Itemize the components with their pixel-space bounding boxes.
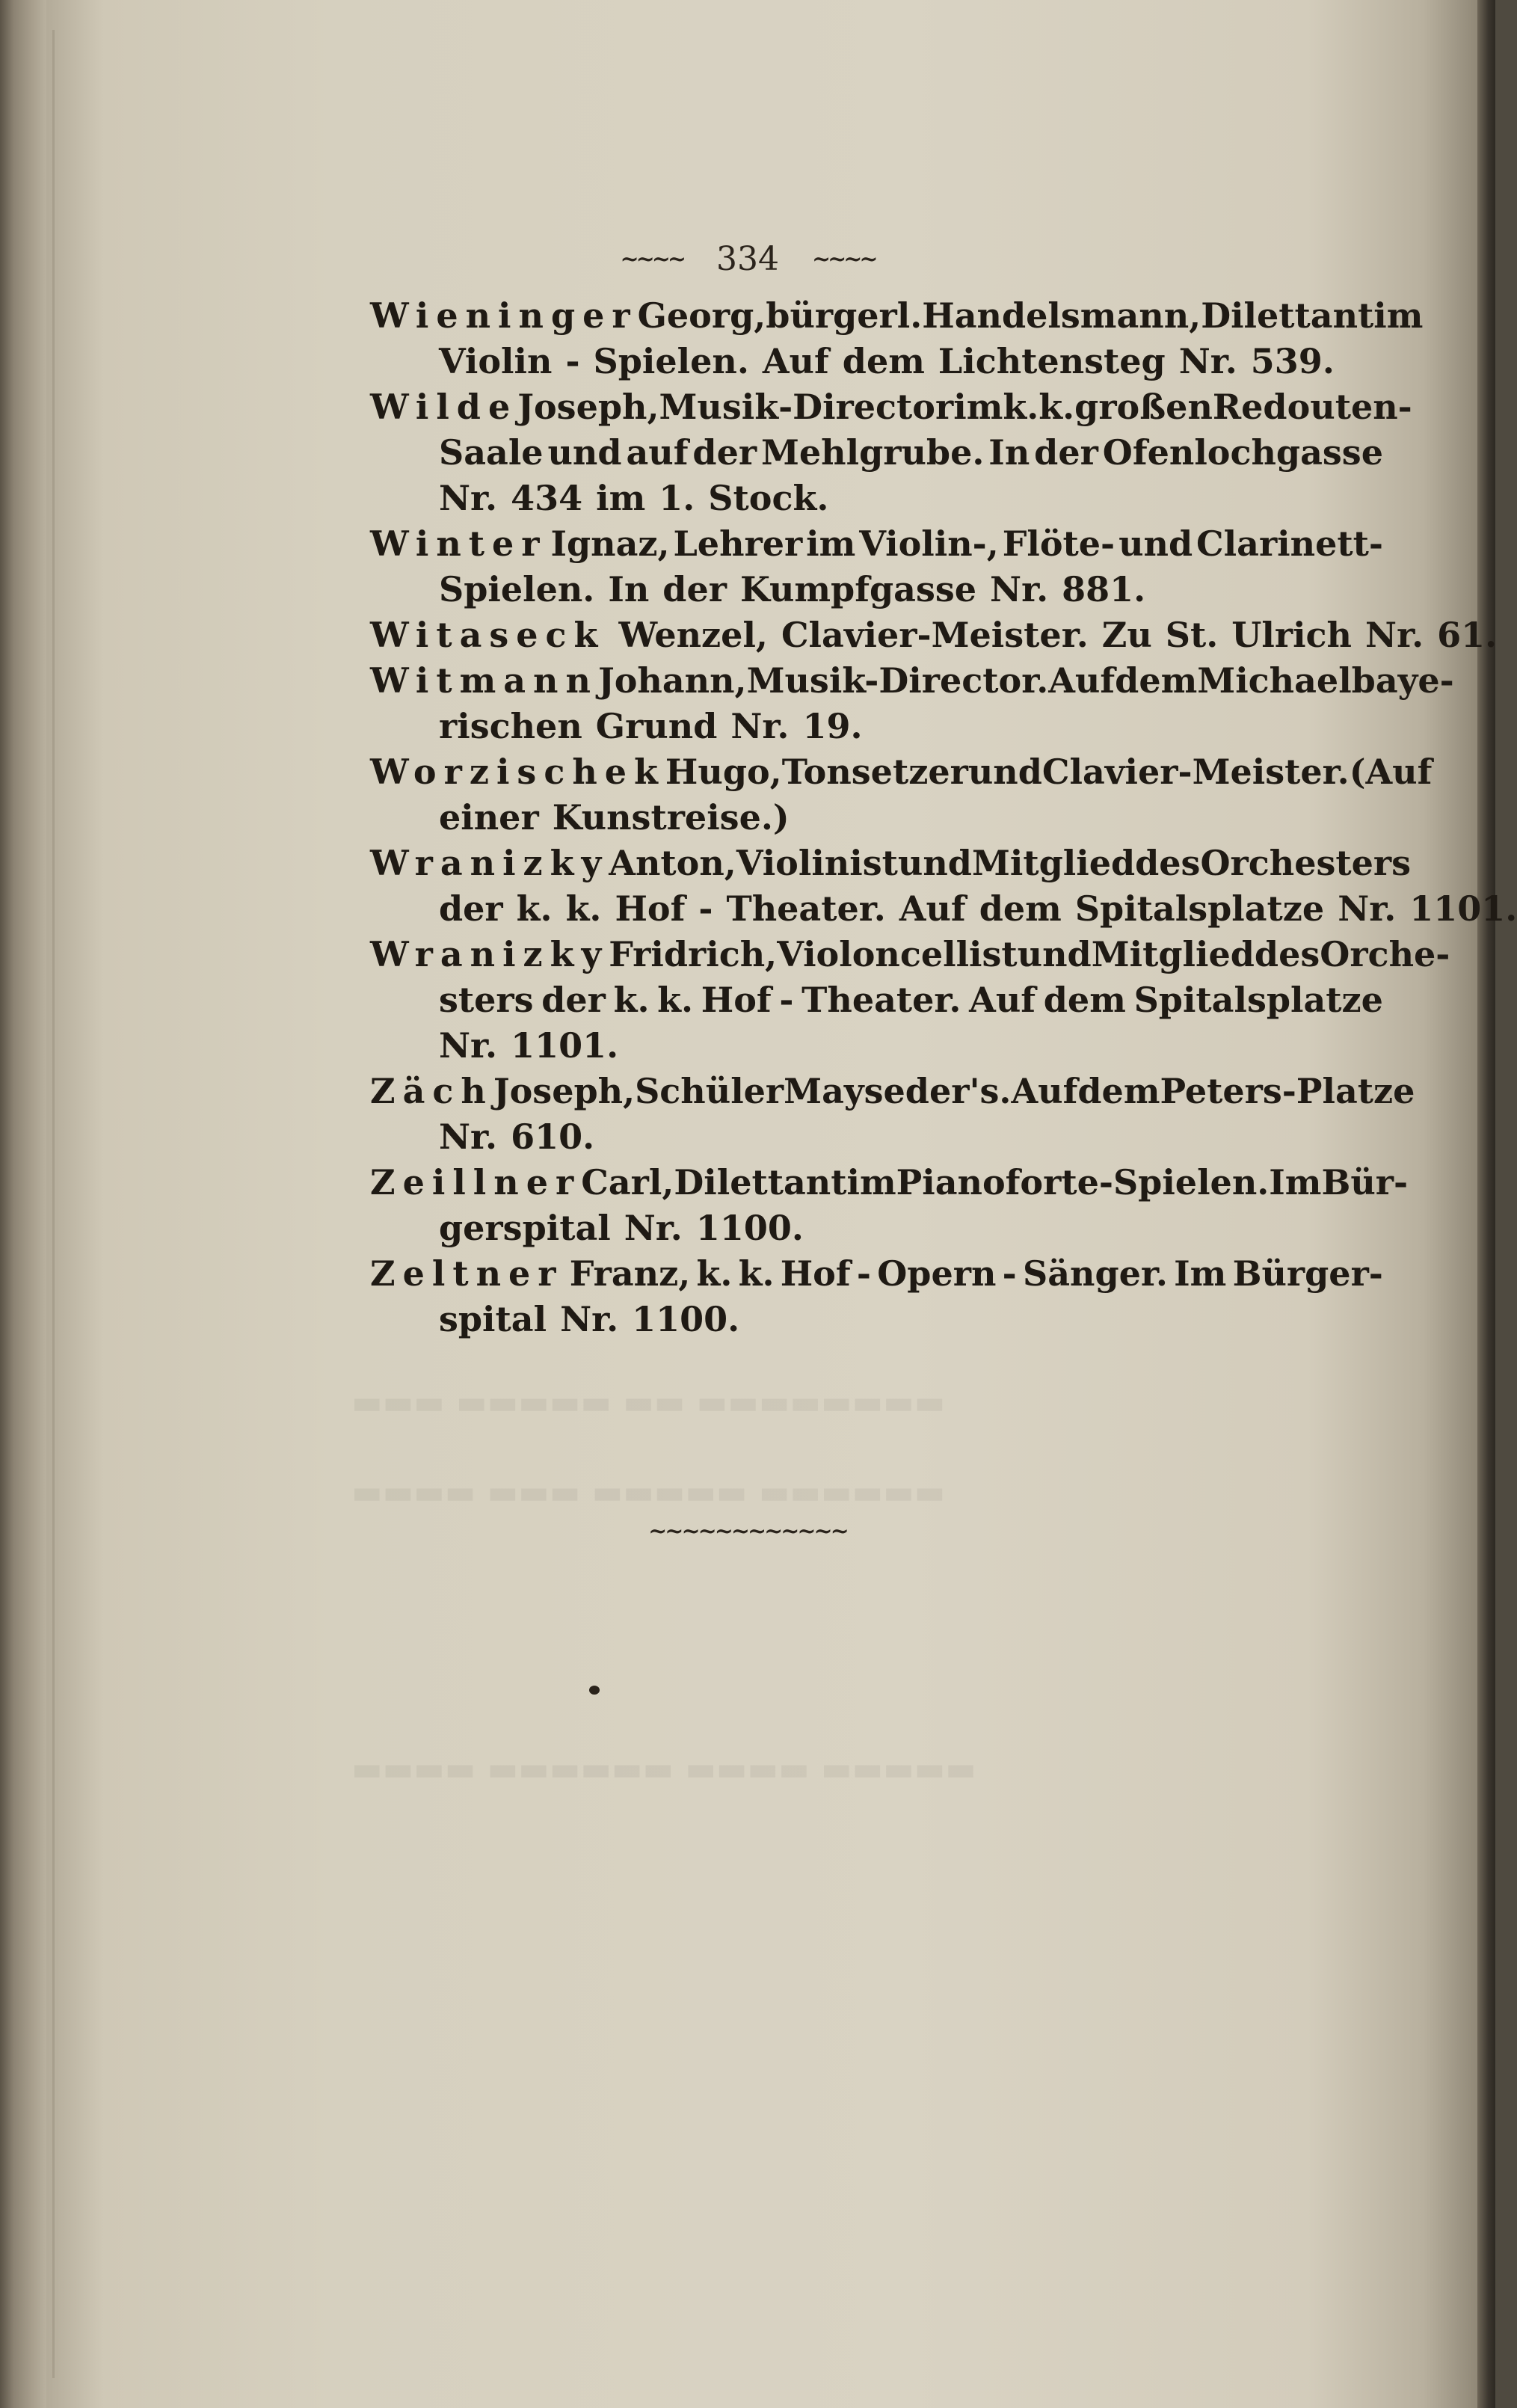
entry-word: - [1178, 752, 1193, 792]
entry-surname: Witaseck [370, 615, 606, 655]
entry-continuation-line [370, 795, 1383, 841]
entry-word: dem [1077, 1071, 1160, 1111]
entry-word: Platze [1296, 1071, 1415, 1111]
entry-word: im [953, 387, 1003, 427]
page-header [0, 238, 1495, 278]
entry-continuation-line [370, 977, 1383, 1023]
entry-word: Mitglied [1091, 934, 1255, 974]
directory-entry [370, 932, 1450, 1069]
gutter-shadow [52, 30, 55, 2378]
entry-word: In [988, 432, 1030, 473]
entry-surname: Zeillner [370, 1162, 582, 1203]
entry-word: Peters [1160, 1071, 1282, 1111]
entry-word: der [1034, 432, 1098, 473]
entry-word: Violinist [736, 843, 898, 883]
entry-word: 1101. [511, 1025, 619, 1066]
entry-continuation-line [370, 339, 1383, 384]
entry-word: 1100. [632, 1299, 740, 1339]
entry-word: Stock. [708, 478, 829, 518]
entry-word: k. [1038, 387, 1075, 427]
entry-word: 434 [511, 478, 583, 518]
entry-surname: Zäch [370, 1071, 493, 1111]
entry-word: Kumpfgasse [739, 569, 977, 609]
entry-continuation-line [370, 476, 1383, 521]
entry-first-line [370, 749, 1433, 795]
entry-word: Auf [762, 341, 829, 381]
entry-word: Michaelbaye- [1197, 660, 1454, 701]
entry-word: Nr. [439, 1025, 498, 1066]
entry-word: Nr. [1178, 341, 1237, 381]
entry-word: Redouten- [1212, 387, 1412, 427]
page-number: 334 [716, 240, 779, 278]
entry-word: dem [1115, 660, 1198, 701]
entry-word: k. [1003, 387, 1039, 427]
entry-word: Dilettant [1201, 295, 1374, 336]
entry-word: Auf [1011, 1071, 1078, 1111]
entry-word: 881. [1062, 569, 1146, 609]
entry-word: 61. [1437, 615, 1498, 655]
entry-word: Flöte- [1002, 523, 1116, 564]
entry-word: auf [626, 432, 689, 473]
entry-word: - [856, 1253, 871, 1294]
entry-word: Hugo, [665, 752, 782, 792]
entry-continuation-line [370, 1023, 1383, 1069]
show-through-text: ▬▬▬▬ ▬▬▬▬▬▬ ▬▬▬▬ ▬▬▬▬▬ [351, 1750, 976, 1788]
entry-word: - [778, 387, 793, 427]
entry-word: 1100. [695, 1208, 804, 1248]
entry-word: - [565, 341, 580, 381]
entry-word: Bür- [1321, 1162, 1409, 1203]
entry-surname: Wranizky [370, 843, 609, 883]
directory-entry [370, 521, 1383, 612]
entry-first-line [370, 658, 1454, 704]
entry-word: - [1002, 1253, 1017, 1294]
entry-word: Pianoforte-Spielen. [896, 1162, 1270, 1203]
entry-word: Director [793, 387, 954, 427]
entry-word: Georg, [637, 295, 766, 336]
entry-word: Sänger. [1022, 1253, 1168, 1294]
entry-word: bürgerl. [766, 295, 923, 336]
entry-continuation-line [370, 567, 1383, 612]
entry-word: Auf [969, 980, 1036, 1020]
entry-word: Musik-Director. [746, 660, 1049, 701]
entry-word: Bürger- [1232, 1253, 1383, 1294]
entry-word: - [779, 980, 794, 1020]
entry-word: Nr. [624, 1208, 683, 1248]
entry-word: Spitalsplatze [1074, 888, 1325, 929]
entry-word: Musik [659, 387, 779, 427]
entry-word: 1101. [1409, 888, 1517, 929]
show-through-text: ▬▬▬▬ ▬▬▬ ▬▬▬▬▬ ▬▬▬▬▬▬ [351, 1473, 946, 1511]
entry-word: und [897, 843, 972, 883]
entry-word: Ofenlochgasse [1102, 432, 1383, 473]
entry-first-line [370, 1160, 1409, 1205]
header-ornament-right: ~~~~ [811, 246, 876, 272]
entry-word: 610. [511, 1117, 595, 1157]
book-right-edge [1477, 0, 1495, 2408]
entry-word: Orche- [1320, 934, 1450, 974]
entry-first-line [370, 1069, 1415, 1114]
entry-word: Auf [1048, 660, 1116, 701]
entry-word: der [692, 432, 757, 473]
entry-word: Im [1269, 1162, 1322, 1203]
entry-word: k. [657, 980, 694, 1020]
entry-word: im [596, 478, 646, 518]
entry-word: Auf [899, 888, 966, 929]
directory-entry [370, 1251, 1383, 1342]
entry-word: Mayseder's. [784, 1071, 1012, 1111]
entry-word: Wenzel, [618, 615, 768, 655]
entry-word: im [846, 1162, 896, 1203]
directory-entries [370, 293, 1517, 1342]
entry-word: spital [439, 1299, 547, 1339]
entry-first-line [370, 293, 1424, 339]
entry-first-line [370, 384, 1412, 430]
entry-word: Spielen. [593, 341, 749, 381]
entry-word: Nr. [439, 1117, 498, 1157]
entry-word: Johann, [597, 660, 747, 701]
entry-word: St. [1165, 615, 1219, 655]
directory-entry [370, 749, 1433, 841]
entry-continuation-line [370, 704, 1383, 749]
entry-word: Dilettant [674, 1162, 847, 1203]
entry-surname: Zeltner [370, 1253, 564, 1294]
entry-word: - [698, 888, 713, 929]
entry-surname: Winter [370, 523, 547, 564]
entry-word: Violin-, [859, 523, 999, 564]
entry-word: Joseph, [517, 387, 659, 427]
entry-surname: Worzischek [370, 752, 665, 792]
entry-word: des [1135, 843, 1201, 883]
entry-word: - [1281, 1071, 1296, 1111]
entry-surname: Wieninger [370, 295, 638, 336]
entry-word: dem [1043, 980, 1126, 1020]
entry-word: und [547, 432, 622, 473]
entry-word: Mitglied [971, 843, 1136, 883]
entry-continuation-line [370, 1114, 1383, 1160]
directory-entry [370, 658, 1454, 749]
directory-entry [370, 841, 1517, 932]
entry-first-line [370, 612, 1498, 658]
entry-surname: Witmann [370, 660, 598, 701]
entry-word: (Auf [1349, 752, 1433, 792]
entry-word: Nr. [560, 1299, 619, 1339]
entry-word: Fridrich, [609, 934, 778, 974]
entry-word: k. [738, 1253, 775, 1294]
directory-entry [370, 384, 1412, 521]
entry-word: rischen [439, 706, 582, 746]
entry-word: Opern [877, 1253, 997, 1294]
entry-word: Ulrich [1231, 615, 1353, 655]
show-through-text: ▬▬▬ ▬▬▬▬▬ ▬▬ ▬▬▬▬▬▬▬▬ [351, 1383, 946, 1422]
entry-first-line [370, 521, 1383, 567]
entry-word: Clarinett- [1196, 523, 1383, 564]
entry-first-line [370, 932, 1450, 977]
entry-continuation-line [370, 886, 1517, 932]
entry-word: der [662, 569, 727, 609]
entry-word: Handelsmann, [922, 295, 1201, 336]
entry-word: gerspital [439, 1208, 611, 1248]
entry-word: Orchesters [1200, 843, 1412, 883]
entry-word: k. [696, 1253, 733, 1294]
entry-word: Ignaz, [550, 523, 670, 564]
entry-word: Spitalsplatze [1133, 980, 1383, 1020]
entry-word: Spielen. [439, 569, 595, 609]
directory-entry [370, 1069, 1415, 1160]
entry-word: Franz, [569, 1253, 691, 1294]
entry-word: dem [842, 341, 925, 381]
entry-word: Nr. [1338, 888, 1397, 929]
entry-word: Carl, [581, 1162, 674, 1203]
entry-first-line [370, 841, 1412, 886]
entry-word: des [1254, 934, 1320, 974]
ink-speck [589, 1686, 600, 1695]
entry-word: Meister. [1192, 752, 1350, 792]
entry-continuation-line [370, 1205, 1383, 1251]
entry-word: sters [439, 980, 534, 1020]
entry-word: 1. [659, 478, 695, 518]
entry-word: Mehlgrube. [760, 432, 985, 473]
entry-word: im [806, 523, 856, 564]
header-ornament-left: ~~~~ [620, 246, 683, 272]
entry-word: einer [439, 797, 539, 838]
entry-surname: Wilde [370, 387, 518, 427]
entry-word: im [1373, 295, 1424, 336]
entry-continuation-line [370, 1297, 1383, 1342]
entry-word: Zu [1101, 615, 1152, 655]
entry-continuation-line [370, 430, 1383, 476]
entry-word: Schüler [635, 1071, 784, 1111]
entry-word: der [541, 980, 606, 1020]
entry-word: Nr. [1365, 615, 1424, 655]
footer-ornament: ~~~~~~~~~~~~ [648, 1518, 847, 1544]
entry-word: Theater. [801, 980, 961, 1020]
directory-entry [370, 1160, 1409, 1251]
entry-word: Clavier-Meister. [781, 615, 1089, 655]
entry-word: Nr. [439, 478, 498, 518]
directory-entry [370, 612, 1498, 658]
entry-word: Hof [701, 980, 772, 1020]
entry-word: Anton, [609, 843, 736, 883]
entry-word: Grund [595, 706, 718, 746]
entry-word: und [1017, 934, 1092, 974]
entry-word: Violin [439, 341, 553, 381]
entry-surname: Wranizky [370, 934, 609, 974]
entry-word: Nr. [730, 706, 790, 746]
entry-word: Tonsetzer [781, 752, 968, 792]
entry-word: Violoncellist [777, 934, 1018, 974]
entry-word: Lichtensteg [938, 341, 1166, 381]
entry-word: k. [516, 888, 553, 929]
entry-word: dem [979, 888, 1062, 929]
entry-word: und [1118, 523, 1193, 564]
entry-word: Hof [615, 888, 686, 929]
entry-word: 19. [802, 706, 863, 746]
entry-word: der [439, 888, 503, 929]
entry-word: In [608, 569, 650, 609]
book-spine-edge [0, 0, 46, 2408]
entry-word: Hof [780, 1253, 851, 1294]
entry-word: und [967, 752, 1042, 792]
entry-word: Im [1174, 1253, 1227, 1294]
entry-word: Joseph, [493, 1071, 636, 1111]
entry-word: Clavier [1041, 752, 1178, 792]
entry-word: 539. [1250, 341, 1335, 381]
entry-word: k. [565, 888, 602, 929]
entry-word: Theater. [726, 888, 886, 929]
directory-entry [370, 293, 1424, 384]
entry-word: Nr. [990, 569, 1049, 609]
entry-word: großen [1074, 387, 1213, 427]
entry-word: k. [613, 980, 650, 1020]
entry-word: Kunstreise.) [552, 797, 790, 838]
entry-word: Saale [439, 432, 544, 473]
entry-first-line [370, 1251, 1383, 1297]
entry-word: Lehrer [673, 523, 803, 564]
